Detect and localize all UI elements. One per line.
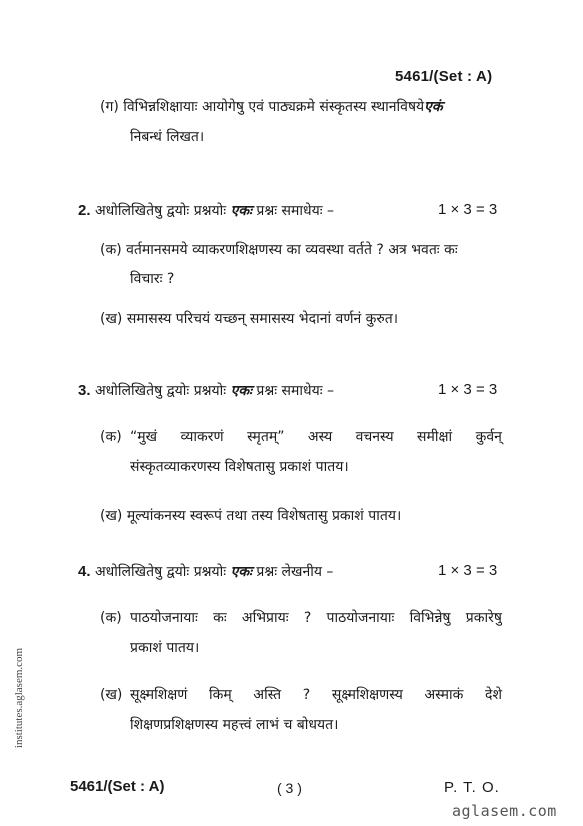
q2-k-line1: (क) वर्तमानसमये व्याकरणशिक्षणस्य का व्यवस्था वर्तते ? अत्र भवतः कः xyxy=(100,242,458,258)
q2-number: 2. xyxy=(78,202,91,219)
q3-marks: 1 × 3 = 3 xyxy=(438,381,498,398)
page-number: ( 3 ) xyxy=(277,780,302,796)
q4-instruction: 4. अधोलिखितेषु द्वयोः प्रश्नयोः एकः प्रश्नः लेखनीय – xyxy=(78,563,334,580)
q4-kh-line1: सूक्ष्मशिक्षणं किम् अस्ति ? सूक्ष्मशिक्षणस्य अस्माकं देशे xyxy=(130,687,502,703)
q1-g-label: (ग) xyxy=(100,99,119,115)
q4-k-line2: प्रकाशं पातय। xyxy=(130,640,200,656)
q2-instruction: 2. अधोलिखितेषु द्वयोः प्रश्नयोः एकः प्रश्नः समाधेयः – xyxy=(78,202,334,219)
q3-k-line2: संस्कृतव्याकरणस्य विशेषतासु प्रकाशं पातय। xyxy=(130,459,349,475)
paper-code-footer: 5461/(Set : A) xyxy=(70,778,165,795)
q3-kh-line1: (ख) मूल्यांकनस्य स्वरूपं तथा तस्य विशेषतासु प्रकाशं पातय। xyxy=(100,508,402,524)
q3-instruction: 3. अधोलिखितेषु द्वयोः प्रश्नयोः एकः प्रश्नः समाधेयः – xyxy=(78,382,334,399)
q1-g-emphasis: एकं xyxy=(424,99,443,115)
watermark-side: institutes.aglasem.com xyxy=(13,647,25,749)
q2-k-label: (क) xyxy=(100,242,122,258)
q2-kh-label: (ख) xyxy=(100,311,123,327)
q4-kh-label: (ख) xyxy=(100,687,123,703)
please-turn-over: P. T. O. xyxy=(444,779,500,796)
q3-number: 3. xyxy=(78,382,91,399)
q4-number: 4. xyxy=(78,563,91,580)
q4-k-line1: पाठयोजनायाः कः अभिप्रायः ? पाठयोजनायाः विभिन्नेषु प्रकारेषु xyxy=(130,610,502,626)
q2-kh-line1: (ख) समासस्य परिचयं यच्छन् समासस्य भेदानां वर्णनं कुरुत। xyxy=(100,311,399,327)
q3-k-label: (क) xyxy=(100,429,122,445)
q2-k-line2: विचारः ? xyxy=(130,271,175,287)
watermark-bottom: aglasem.com xyxy=(452,802,557,820)
q1-g-line1: (ग) विभिन्नशिक्षायाः आयोगेषु एवं पाठ्यक्रमे संस्कृतस्य स्थानविषयेएकं xyxy=(100,99,443,115)
q1-g-line2: निबन्धं लिखत। xyxy=(130,129,205,145)
q4-kh-line2: शिक्षणप्रशिक्षणस्य महत्त्वं लाभं च बोधयत। xyxy=(130,717,339,733)
q4-marks: 1 × 3 = 3 xyxy=(438,562,498,579)
paper-code-header: 5461/(Set : A) xyxy=(395,68,493,85)
q3-kh-label: (ख) xyxy=(100,508,123,524)
q3-k-line1: “मुखं व्याकरणं स्मृतम्” अस्य वचनस्य समीक्षां कुर्वन् xyxy=(130,429,502,445)
q4-k-label: (क) xyxy=(100,610,122,626)
q2-marks: 1 × 3 = 3 xyxy=(438,201,498,218)
